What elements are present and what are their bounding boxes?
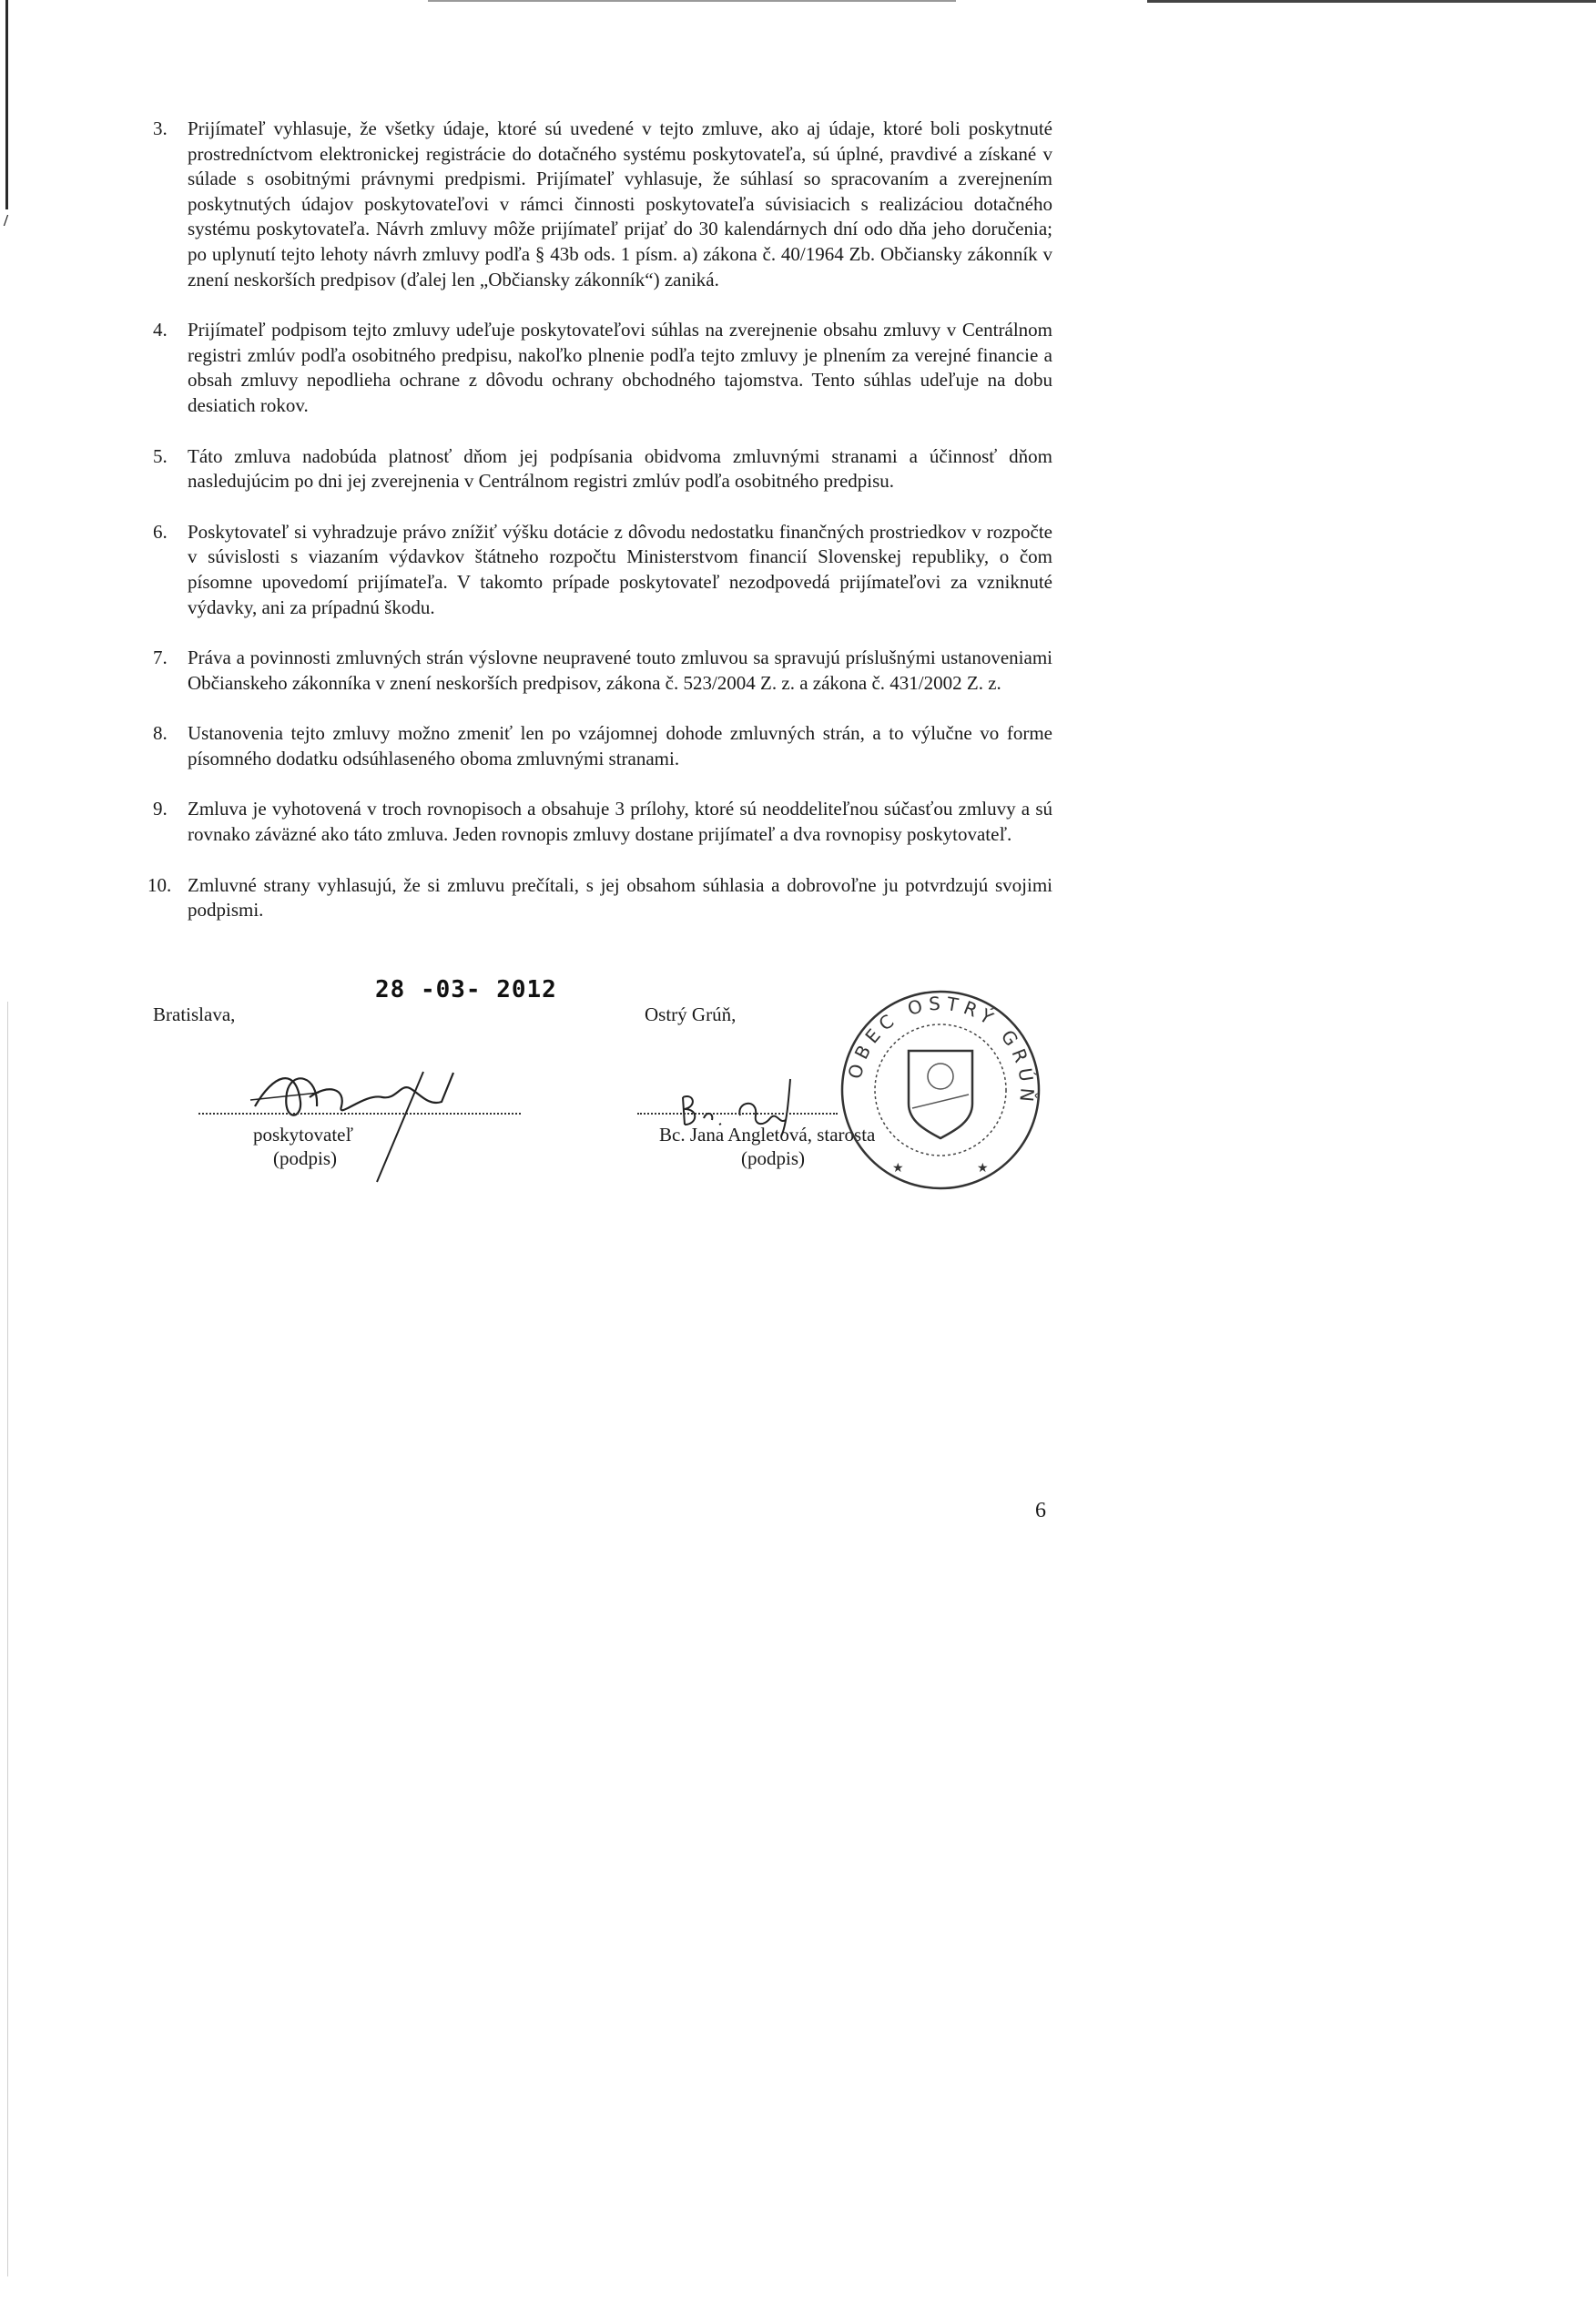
provider-signature-line (198, 1113, 521, 1115)
margin-mark: / (4, 211, 9, 229)
scan-edge-left (5, 0, 8, 209)
recipient-signature-line (637, 1113, 838, 1115)
paragraph-4 (153, 318, 1052, 418)
paragraph-7 (153, 646, 1052, 696)
scan-artifact-top-right (1147, 0, 1596, 3)
paragraph-text: Táto zmluva nadobúda platnosť dňom jej podpísania obidvoma zmluvnými stranami a účinnosť dňom nasledujúcim po dni jej zverejnenia v Centrálnom registri zmlúv podľa osobitného predpisu. (188, 444, 1052, 493)
paragraph-text: Zmluva je vyhotovená v troch rovnopisoch a obsahuje 3 prílohy, ktoré sú neoddeliteľnou súčasťou zmluvy a sú rovnako záväzné ako táto zmluva. Jeden rovnopis zmluvy dostane prijímateľ a dva rovnopisy poskytovateľ. (188, 798, 1052, 846)
contract-body (147, 117, 1052, 949)
paragraph-9 (153, 797, 1052, 847)
paragraph-3 (153, 117, 1052, 292)
paragraph-number: 10. (147, 873, 172, 896)
paragraph-8 (153, 721, 1052, 771)
scan-edge-left-faint (7, 1002, 8, 2276)
paragraph-number: 6. (153, 520, 168, 543)
paragraph-5 (153, 444, 1052, 494)
provider-signature-note: (podpis) (273, 1147, 337, 1169)
date-stamp: 28 -03- 2012 (375, 976, 557, 1003)
paragraph-text: Ustanovenia tejto zmluvy možno zmeniť len po vzájomnej dohode zmluvných strán, a to výlučne vo forme písomného dodatku odsúhlaseného oboma zmluvnými stranami. (188, 722, 1052, 769)
paragraph-number: 8. (153, 722, 168, 745)
recipient-signature-note: (podpis) (741, 1147, 805, 1169)
paragraph-number: 3. (153, 117, 168, 139)
page-number: 6 (1035, 1499, 1046, 1523)
scan-artifact-top (428, 0, 956, 2)
official-seal-stamp (836, 985, 1045, 1195)
svg-text:OBEC OSTRÝ GRÚŇ: OBEC OSTRÝ GRÚŇ (843, 992, 1039, 1108)
paragraph-10 (147, 873, 1052, 923)
signature-stroke (373, 1070, 428, 1184)
paragraph-text: Zmluvné strany vyhlasujú, že si zmluvu prečítali, s jej obsahom súhlasia a dobrovoľne ju potvrdzujú svojimi podpismi. (188, 873, 1052, 922)
paragraph-number: 7. (153, 647, 168, 669)
paragraph-text: Práva a povinnosti zmluvných strán výslovne neupravené touto zmluvou sa spravujú príslušnými ustanoveniami Občianskeho zákonníka v znení neskorších predpisov, zákona č. 523/2004 Z. z. a zákona č. 431/2002 Z. z. (188, 647, 1052, 694)
paragraph-text: Prijímateľ vyhlasuje, že všetky údaje, ktoré sú uvedené v tejto zmluve, ako aj údaje, ktoré boli poskytnuté prostredníctvom elektronickej registrácie do dotačného systému poskytovateľa, sú úplné, pravdivé a získané v súlade s osobitnými právnymi predpismi. Prijímateľ vyhlasuje, že súhlasí so spracovaním a zverejnením poskytnutých údajov poskytovateľovi v rámci činnosti poskytovateľa súvisiacich s realizáciou dotačného systému poskytovateľa. Návrh zmluvy môže prijímateľ prijať do 30 kalendárnych dní odo dňa jeho doručenia; po uplynutí tejto lehoty návrh zmluvy podľa § 43b ods. 1 písm. a) zákona č. 40/1964 Zb. Občiansky zákonník v znení neskorších predpisov (ďalej len „Občiansky zákonník“) zaniká. (188, 117, 1052, 290)
provider-role: poskytovateľ (253, 1124, 354, 1146)
paragraph-number: 9. (153, 798, 168, 820)
paragraph-6 (153, 520, 1052, 620)
svg-text:★: ★ (892, 1161, 904, 1176)
paragraph-text: Prijímateľ podpisom tejto zmluvy udeľuje poskytovateľovi súhlas na zverejnenie obsahu zmluvy v Centrálnom registri zmlúv podľa osobitného predpisu, nakoľko plnenie podľa tejto zmluvy je plnením za verejné financie a obsah zmluvy nepodlieha ochrane z dôvodu ochrany obchodného tajomstva. Tento súhlas udeľuje na dobu desiatich rokov. (188, 319, 1052, 416)
recipient-name: Bc. Jana Angletová, starosta (659, 1124, 876, 1146)
paragraph-number: 4. (153, 319, 168, 341)
paragraph-number: 5. (153, 444, 168, 467)
signing-place-right: Ostrý Grúň, (645, 1003, 737, 1025)
paragraph-text: Poskytovateľ si vyhradzuje právo znížiť výšku dotácie z dôvodu nedostatku finančných prostriedkov v rozpočte v súvislosti s viazaním výdavkov štátneho rozpočtu Ministerstvom financií Slovenskej republiky, o čom písomne upovedomí prijímateľa. V takomto prípade poskytovateľ nezodpovedá prijímateľovi za vzniknuté výdavky, ani za prípadnú škodu. (188, 520, 1052, 618)
svg-text:★: ★ (977, 1161, 989, 1176)
signing-place-left: Bratislava, (153, 1003, 236, 1025)
